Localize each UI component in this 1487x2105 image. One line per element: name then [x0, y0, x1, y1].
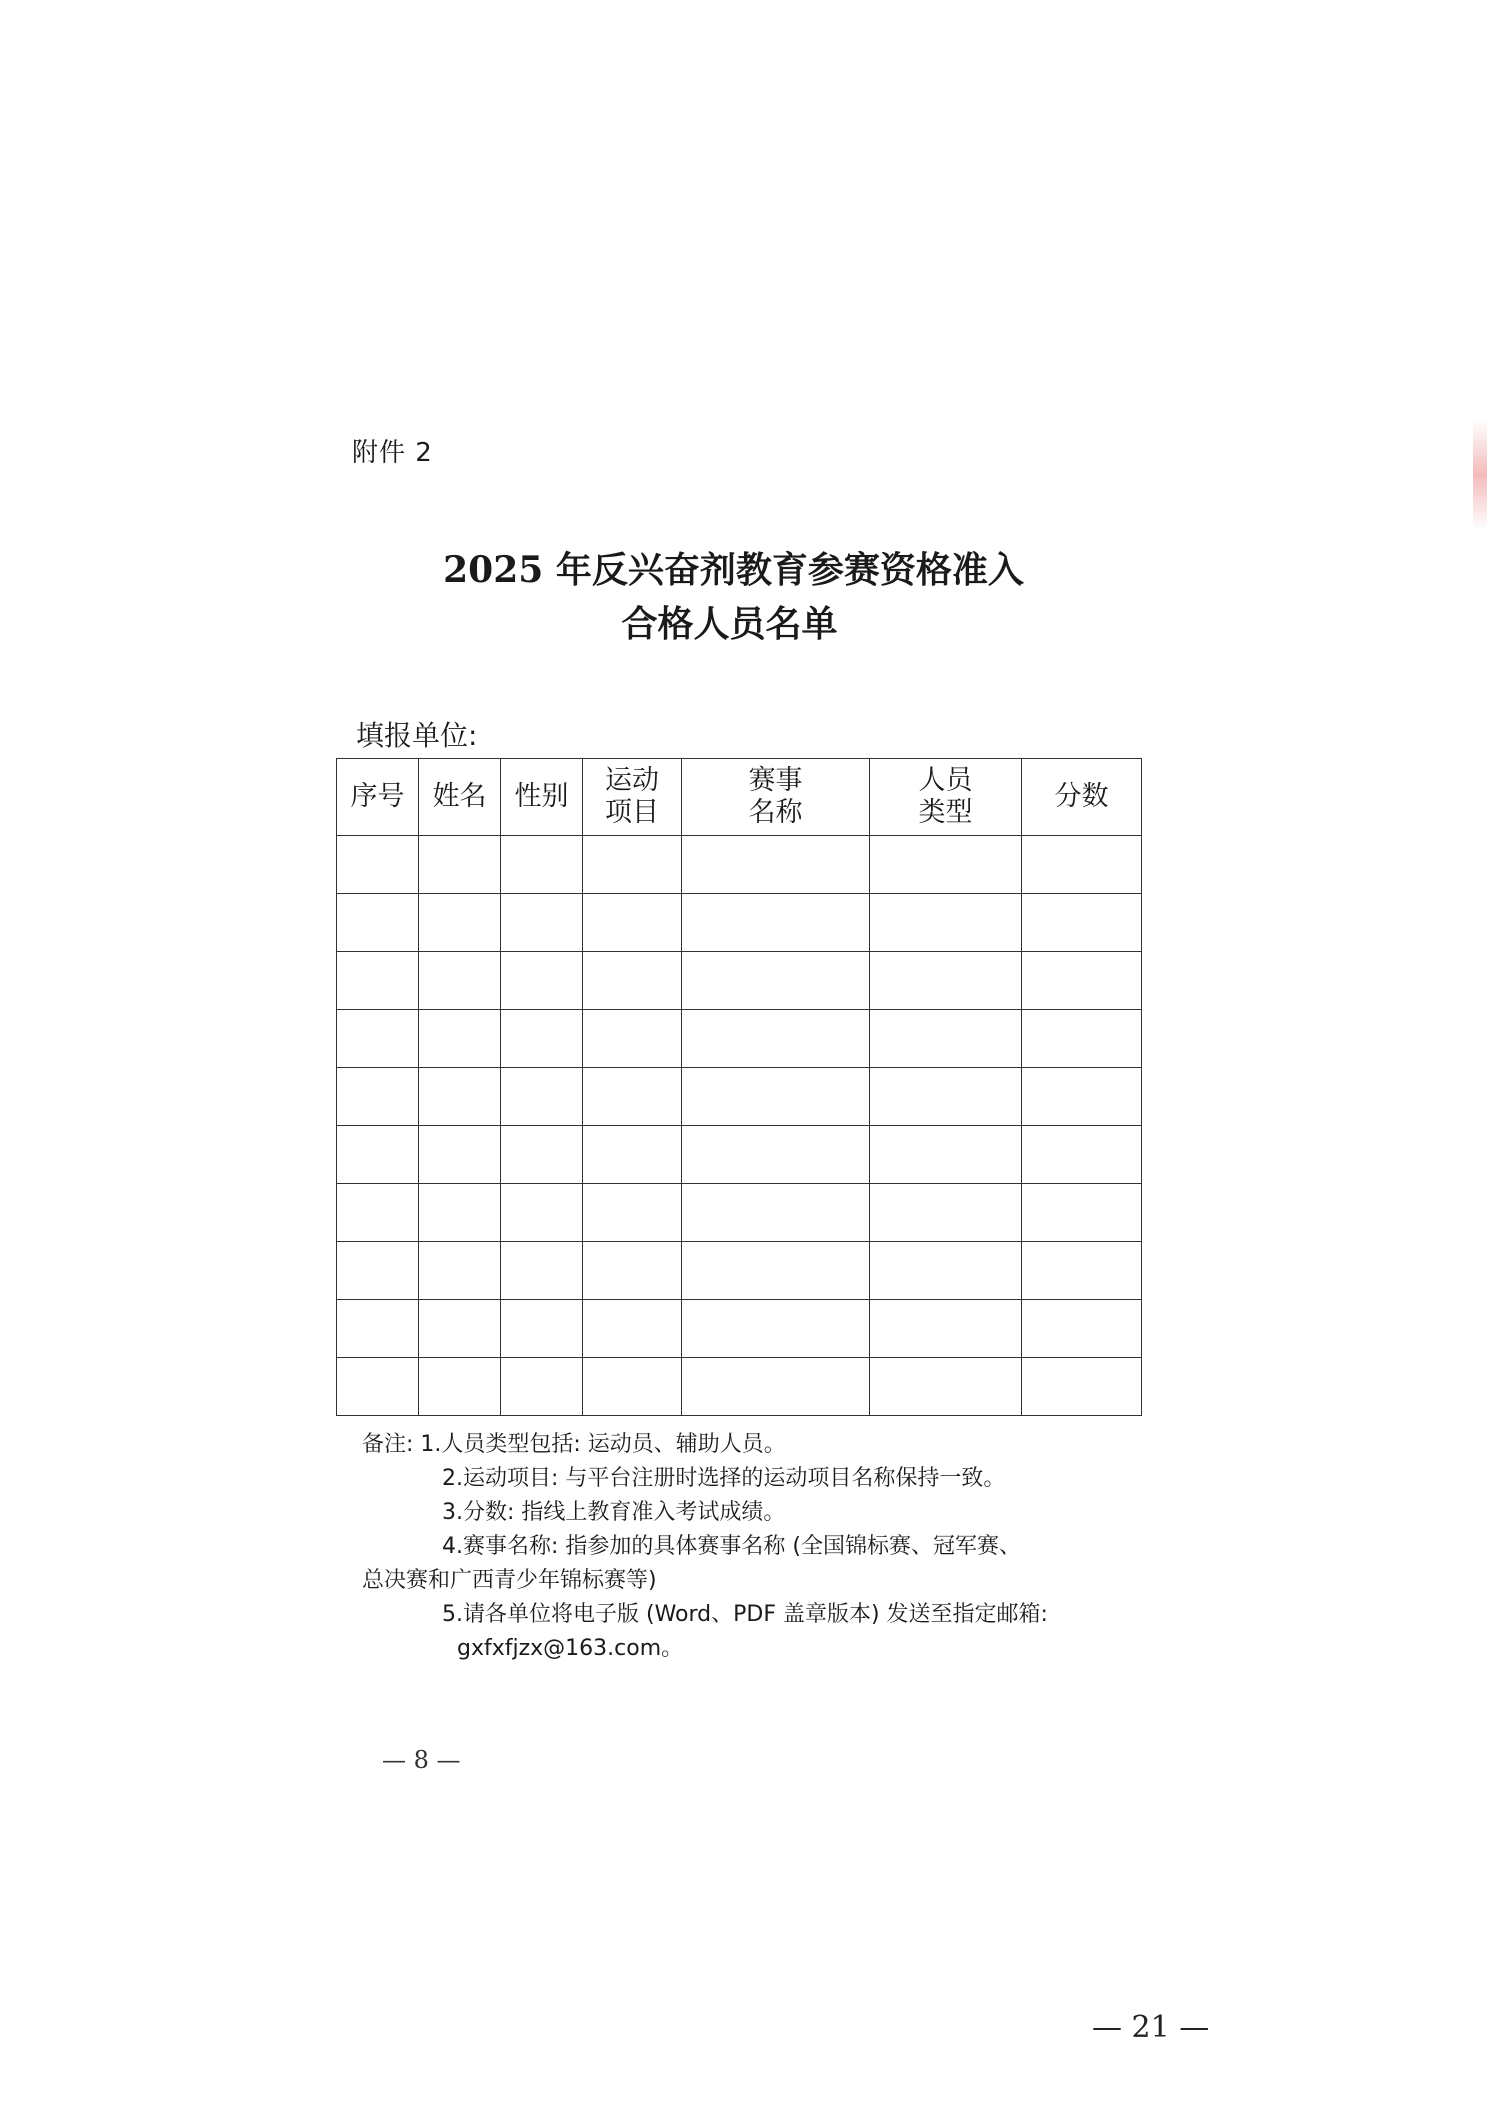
table-cell	[1022, 1242, 1142, 1300]
table-cell	[583, 1358, 682, 1416]
table-row	[337, 1010, 1142, 1068]
table-row	[337, 952, 1142, 1010]
table-cell	[419, 894, 501, 952]
table-row	[337, 1068, 1142, 1126]
table-cell	[419, 1358, 501, 1416]
header-gender: 性别	[501, 759, 583, 836]
table-cell	[419, 1010, 501, 1068]
table-cell	[870, 1068, 1022, 1126]
table-cell	[1022, 894, 1142, 952]
table-cell	[501, 952, 583, 1010]
table-cell	[501, 1358, 583, 1416]
table-cell	[583, 1068, 682, 1126]
table-cell	[583, 894, 682, 952]
table-cell	[337, 836, 419, 894]
table-cell	[1022, 1300, 1142, 1358]
table-cell	[501, 1242, 583, 1300]
table-cell	[337, 1126, 419, 1184]
table-cell	[419, 1184, 501, 1242]
document-title-line-2: 合格人员名单	[621, 603, 838, 645]
table-cell	[1022, 1126, 1142, 1184]
table-cell	[583, 1300, 682, 1358]
table-cell	[1022, 836, 1142, 894]
table-cell	[419, 1300, 501, 1358]
table-cell	[337, 952, 419, 1010]
notes-section	[362, 1428, 1122, 1666]
table-cell	[682, 1358, 870, 1416]
table-cell	[682, 1126, 870, 1184]
table-cell	[682, 952, 870, 1010]
table-cell	[337, 1358, 419, 1416]
table-cell	[583, 1126, 682, 1184]
qualified-personnel-table	[336, 758, 1142, 1416]
header-event-name: 赛事 名称	[682, 759, 870, 836]
note-line-4: 4.赛事名称: 指参加的具体赛事名称 (全国锦标赛、冠军赛、	[442, 1534, 1021, 1559]
table-cell	[337, 1242, 419, 1300]
table-cell	[870, 1010, 1022, 1068]
edge-seal-mark	[1473, 420, 1487, 530]
table-cell	[1022, 952, 1142, 1010]
table-cell	[870, 836, 1022, 894]
table-row	[337, 1358, 1142, 1416]
table-cell	[870, 894, 1022, 952]
table-cell	[337, 894, 419, 952]
table-cell	[337, 1010, 419, 1068]
table-cell	[337, 1068, 419, 1126]
note-line-2: 2.运动项目: 与平台注册时选择的运动项目名称保持一致。	[442, 1466, 1006, 1491]
table-cell	[682, 1068, 870, 1126]
table-cell	[1022, 1358, 1142, 1416]
table-cell	[419, 1126, 501, 1184]
table-body	[337, 836, 1142, 1416]
table-cell	[1022, 1010, 1142, 1068]
table-cell	[501, 1068, 583, 1126]
table-cell	[870, 1126, 1022, 1184]
table-cell	[337, 1300, 419, 1358]
table-cell	[583, 952, 682, 1010]
table-cell	[1022, 1184, 1142, 1242]
table-cell	[419, 1242, 501, 1300]
table-row	[337, 1126, 1142, 1184]
table-cell	[501, 1300, 583, 1358]
table-cell	[583, 1010, 682, 1068]
note-line-5: 总决赛和广西青少年锦标赛等)	[362, 1568, 657, 1593]
table-cell	[583, 1242, 682, 1300]
table-row	[337, 894, 1142, 952]
outer-page-number: — 21 —	[1092, 2010, 1210, 2045]
table-cell	[583, 836, 682, 894]
table-row	[337, 836, 1142, 894]
table-cell	[419, 952, 501, 1010]
table-cell	[583, 1184, 682, 1242]
reporting-unit-label: 填报单位:	[356, 719, 478, 752]
attachment-label: 附件 2	[352, 438, 433, 468]
header-sport: 运动 项目	[583, 759, 682, 836]
table-cell	[870, 1242, 1022, 1300]
table-cell	[682, 894, 870, 952]
note-line-6: 5.请各单位将电子版 (Word、PDF 盖章版本) 发送至指定邮箱:	[442, 1602, 1048, 1627]
table-row	[337, 1242, 1142, 1300]
table-cell	[337, 1184, 419, 1242]
inner-page-number: — 8 —	[382, 1746, 461, 1774]
table-cell	[682, 836, 870, 894]
table-cell	[682, 1010, 870, 1068]
table-cell	[870, 1184, 1022, 1242]
header-personnel-type: 人员 类型	[870, 759, 1022, 836]
document-title-line-1: 2025 年反兴奋剂教育参赛资格准入	[443, 549, 1024, 591]
table-cell	[870, 1300, 1022, 1358]
note-line-3: 3.分数: 指线上教育准入考试成绩。	[442, 1500, 786, 1525]
note-line-1: 备注: 1.人员类型包括: 运动员、辅助人员。	[362, 1432, 786, 1457]
table-cell	[682, 1242, 870, 1300]
note-email: gxfxfjzx@163.com。	[457, 1636, 684, 1661]
table-row	[337, 1300, 1142, 1358]
header-serial-number: 序号	[337, 759, 419, 836]
table-header-row	[337, 759, 1142, 836]
table-cell	[501, 1010, 583, 1068]
header-name: 姓名	[419, 759, 501, 836]
table-cell	[682, 1184, 870, 1242]
table-cell	[501, 1184, 583, 1242]
table-cell	[501, 1126, 583, 1184]
table-cell	[501, 836, 583, 894]
table-cell	[501, 894, 583, 952]
table-cell	[1022, 1068, 1142, 1126]
table-cell	[870, 952, 1022, 1010]
table-cell	[419, 836, 501, 894]
header-score: 分数	[1022, 759, 1142, 836]
table-cell	[870, 1358, 1022, 1416]
table-cell	[419, 1068, 501, 1126]
table-row	[337, 1184, 1142, 1242]
table-cell	[682, 1300, 870, 1358]
